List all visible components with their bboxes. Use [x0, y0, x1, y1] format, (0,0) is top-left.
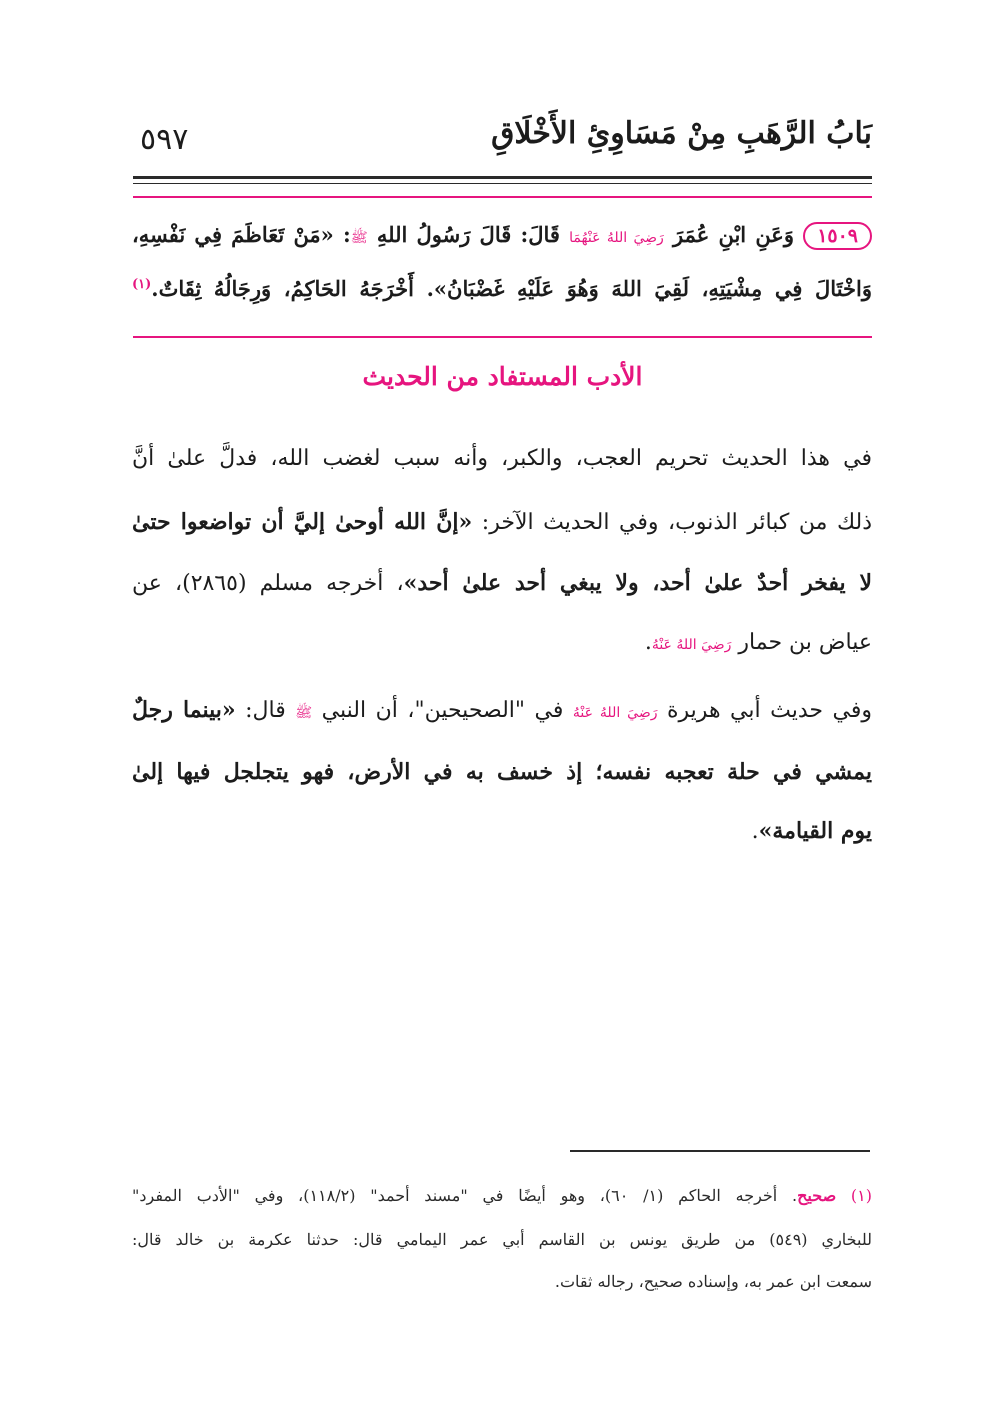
paragraph-2-line-1: [132, 697, 872, 724]
paragraph-text: قال:: [235, 698, 286, 723]
quoted-hadith: يوم القيامة»: [758, 818, 872, 844]
footnote-line-2: [132, 1230, 872, 1249]
section-heading: الأدب المستفاد من الحديث: [362, 362, 643, 391]
hadith-text: وَعَنِ ابْنِ عُمَرَ: [673, 222, 794, 247]
header-rule: [133, 176, 872, 179]
footnote-line-1: [132, 1186, 872, 1205]
honorific: رَضِيَ اللهُ عَنْهُ: [572, 705, 658, 721]
honorific: ﷺ: [350, 230, 368, 246]
quoted-hadith: «إنَّ الله أوحىٰ إليَّ أن تواضعوا حتىٰ: [132, 509, 473, 535]
paragraph-text: وفي حديث أبي هريرة: [667, 698, 872, 723]
paragraph-text: عياض بن حمار: [738, 630, 872, 655]
honorific: رَضِيَ اللهُ عَنْهُمَا: [569, 230, 664, 246]
hadith-text: : «مَنْ تَعَاظَمَ فِي نَفْسِهِ،: [132, 222, 351, 247]
paragraph-text: في هذا الحديث تحريم العجب، والكبر، وأنه سبب لغضب الله، فدلَّ علىٰ أنَّ: [132, 446, 872, 471]
header-rule-thin: [133, 183, 872, 184]
page-number: ٥٩٧: [140, 122, 189, 157]
hadith-line-2: [132, 276, 872, 301]
footnote-line-3: [132, 1272, 872, 1291]
hadith-line-1: [132, 222, 872, 250]
honorific: رَضِيَ اللهُ عَنْهُ: [651, 637, 732, 653]
paragraph-1-line-4: عياض بن حمار رَضِيَ اللهُ عَنْهُ.: [644, 630, 872, 655]
hadith-text: قَالَ: قَالَ رَسُولُ اللهِ: [376, 222, 560, 247]
footnote-grade: صحيح: [797, 1186, 837, 1205]
chapter-title: بَابُ الرَّهَبِ مِنْ مَسَاوِئِ الأَخْلَاقِ: [491, 116, 872, 151]
paragraph-text: .: [751, 819, 759, 844]
paragraph-2-line-2: [132, 759, 872, 785]
quoted-hadith: يمشي في حلة تعجبه نفسه؛ إذ خسف به في الأرض، فهو يتجلجل فيها إلىٰ: [132, 759, 872, 785]
quoted-hadith: «بينما رجلٌ: [132, 697, 236, 723]
paragraph-1-line-1: [132, 446, 872, 471]
footnote-text: . أخرجه الحاكم (١/ ٦٠)، وهو أيضًا في "مسند أحمد" (١١٨/٢)، وفي "الأدب المفرد": [132, 1186, 798, 1205]
paragraph-1-line-3: [132, 570, 872, 596]
footnote-marker: (١): [850, 1186, 872, 1205]
hadith-bottom-rule: [133, 336, 872, 338]
hadith-text: وَاخْتَالَ فِي مِشْيَتِهِ، لَقِيَ اللهَ وَهُوَ عَلَيْهِ غَضْبَانُ». أَخْرَجَهُ الحَاكِمُ، وَرِجَالُهُ ثِقَاتٌ.: [151, 276, 872, 301]
paragraph-2-line-3: [132, 818, 872, 844]
footnote-text: للبخاري (٥٤٩) من طريق يونس بن القاسم أبي عمر اليمامي قال: حدثنا عكرمة بن خالد قال:: [132, 1230, 872, 1249]
hadith-number-badge: ١٥٠٩: [803, 222, 872, 250]
paragraph-text: ذلك من كبائر الذنوب، وفي الحديث الآخر:: [472, 510, 872, 535]
honorific: ﷺ: [295, 705, 313, 721]
hadith-top-rule: [133, 196, 872, 198]
quoted-hadith: لا يفخر أحدٌ علىٰ أحد، ولا يبغي أحد علىٰ أحد»: [403, 570, 872, 596]
footnote-rule: [570, 1150, 870, 1152]
paragraph-1-line-2: [132, 509, 872, 535]
paragraph-text: ، أخرجه مسلم (٢٨٦٥)، عن: [132, 571, 404, 596]
paragraph-text: في "الصحيحين"، أن النبي: [321, 698, 564, 723]
footnote-text: سمعت ابن عمر به، وإسناده صحيح، رجاله ثقات.: [554, 1272, 872, 1291]
footnote-ref: (١): [132, 277, 152, 292]
